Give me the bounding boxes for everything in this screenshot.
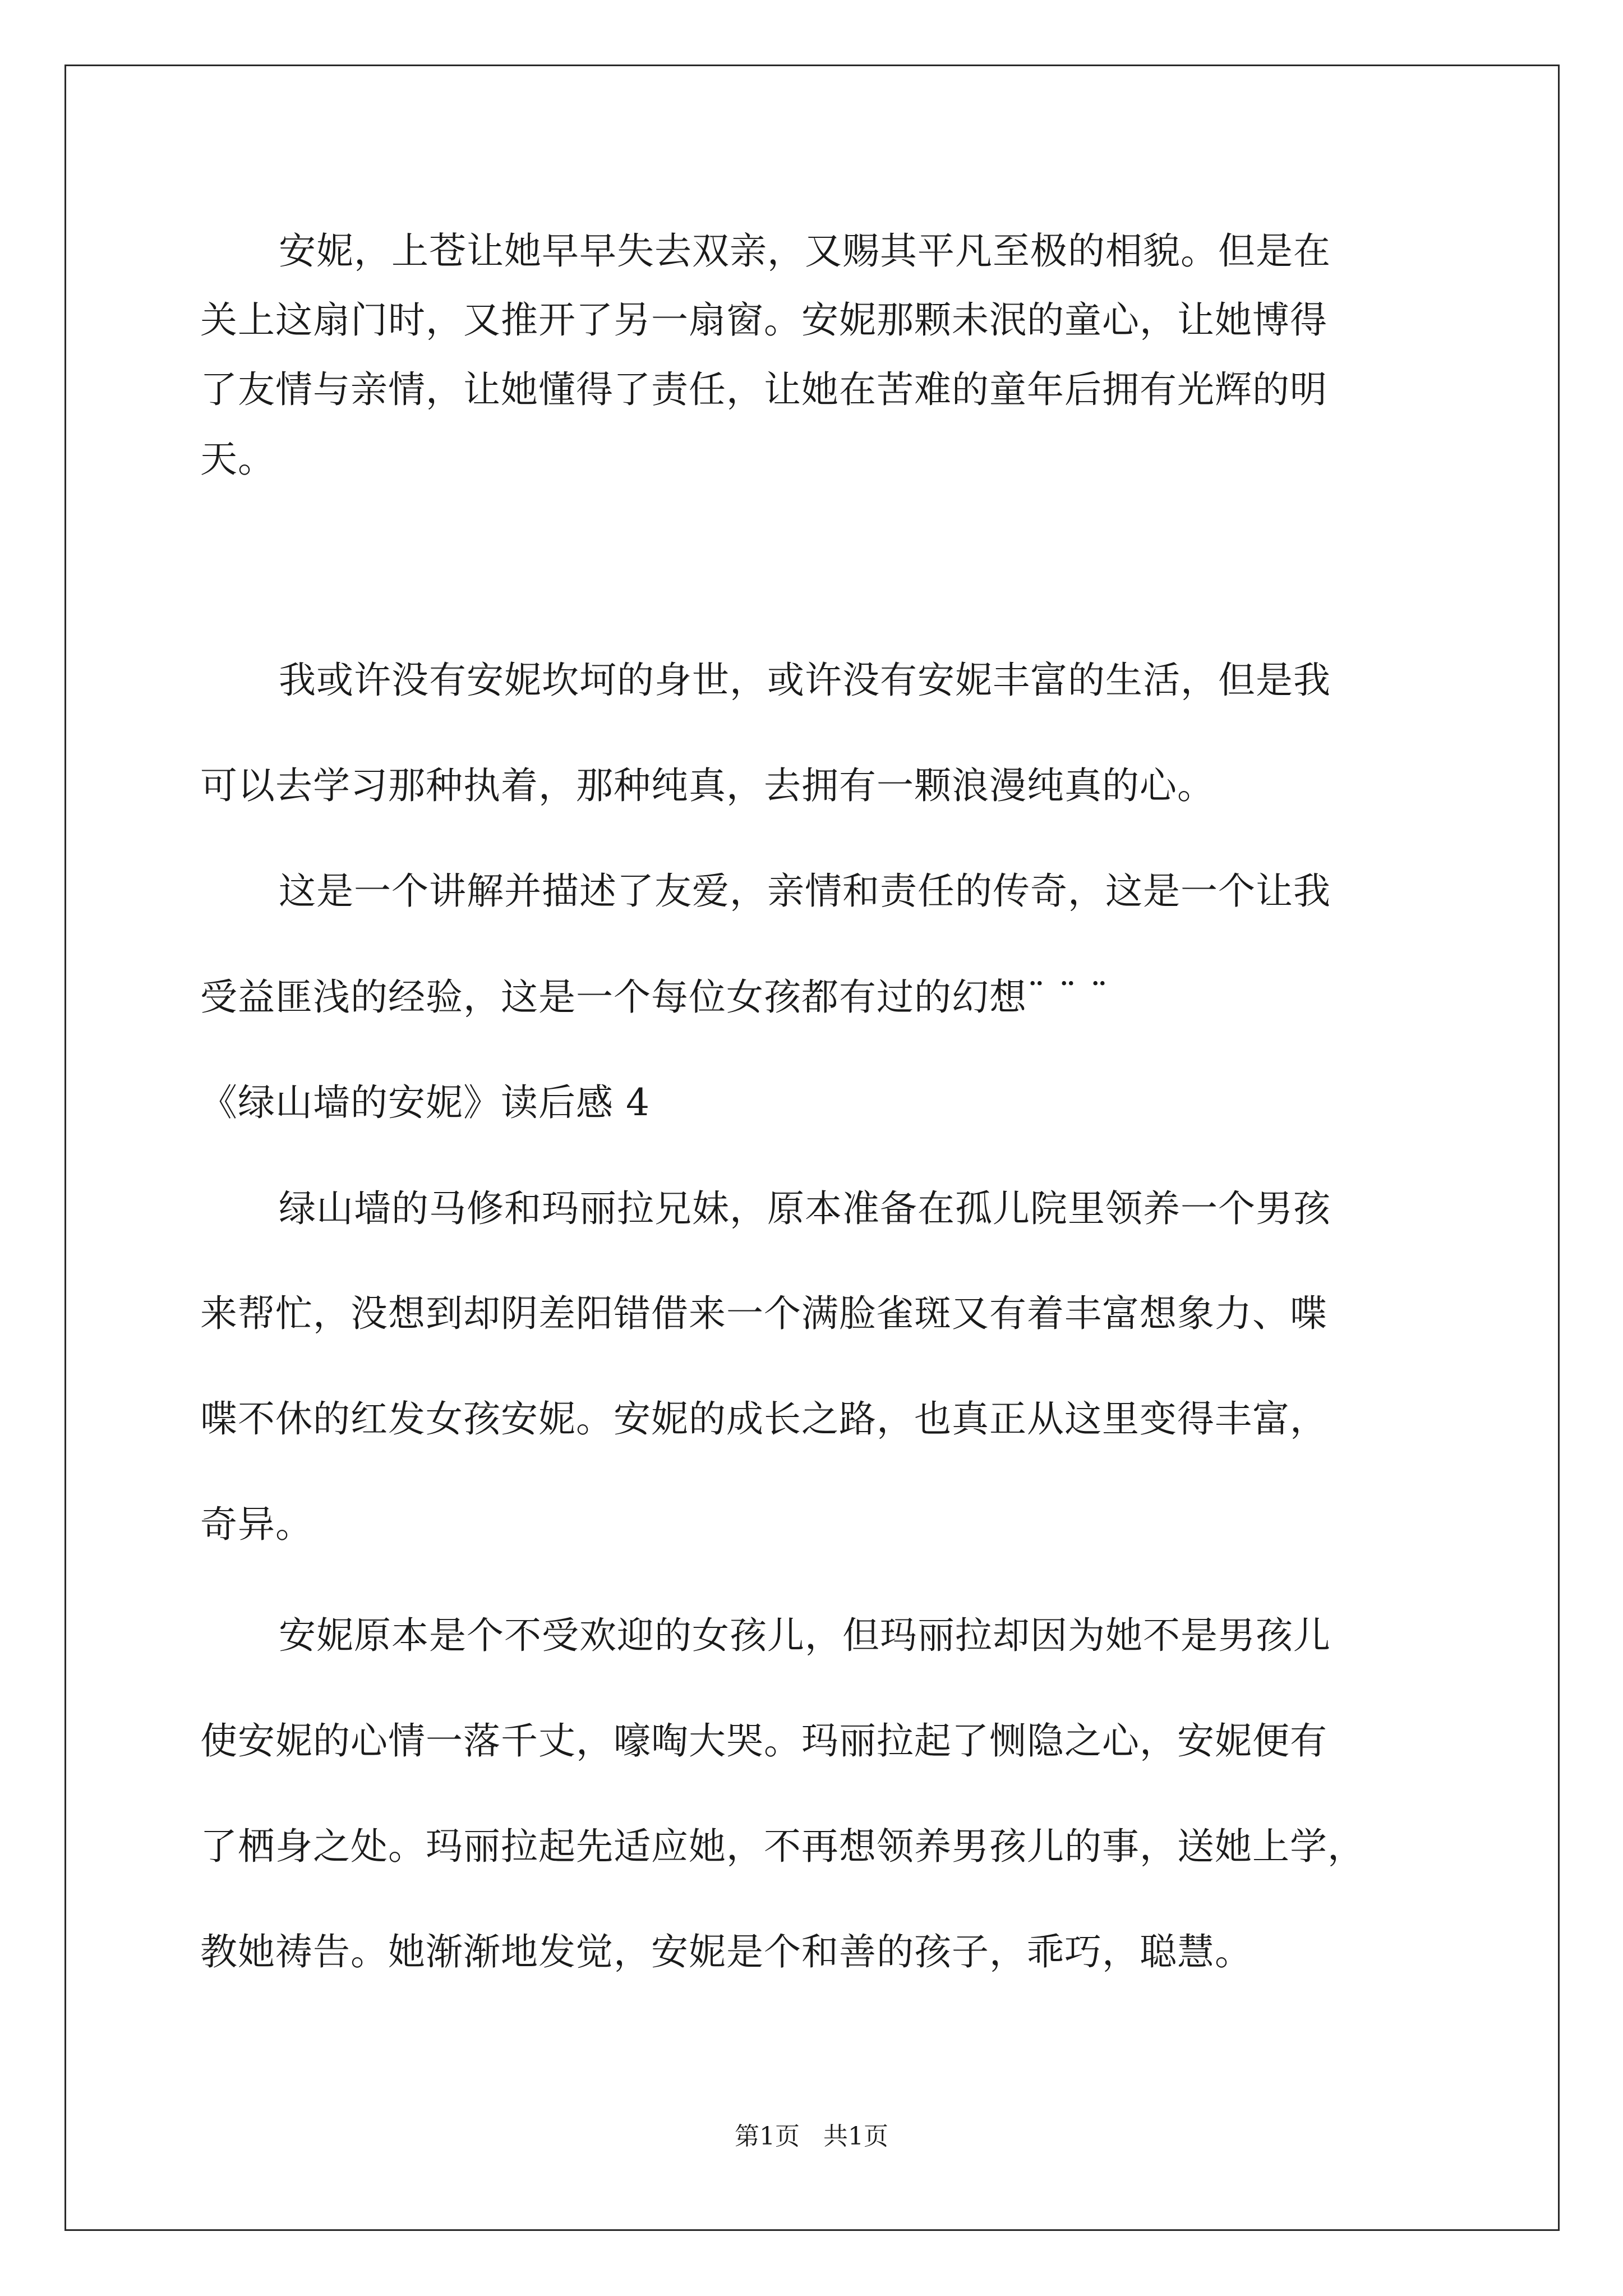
paragraph-5-line-1: 安妮原本是个不受欢迎的女孩儿，但玛丽拉却因为她不是男孩儿 <box>279 1614 1331 1657</box>
section-heading: 《绿山墙的安妮》读后感 4 <box>200 1081 650 1124</box>
paragraph-3-line-2: 受益匪浅的经验，这是一个每位女孩都有过的幻想¨ ¨ ¨ <box>200 976 1109 1019</box>
paragraph-1-line-4: 天。 <box>200 438 275 481</box>
paragraph-2-line-1: 我或许没有安妮坎坷的身世，或许没有安妮丰富的生活，但是我 <box>279 659 1331 702</box>
paragraph-1-line-1: 安妮，上苍让她早早失去双亲，又赐其平凡至极的相貌。但是在 <box>279 229 1331 273</box>
paragraph-1-line-3: 了友情与亲情，让她懂得了责任，让她在苦难的童年后拥有光辉的明 <box>200 368 1327 411</box>
paragraph-5-line-2: 使安妮的心情一落千丈，嚎啕大哭。玛丽拉起了恻隐之心，安妮便有 <box>200 1719 1327 1763</box>
paragraph-5-line-4: 教她祷告。她渐渐地发觉，安妮是个和善的孩子，乖巧，聪慧。 <box>200 1930 1252 1973</box>
paragraph-1-line-2: 关上这扇门时，又推开了另一扇窗。安妮那颗未泯的童心，让她博得 <box>200 298 1327 342</box>
paragraph-4-line-1: 绿山墙的马修和玛丽拉兄妹，原本准备在孤儿院里领养一个男孩 <box>279 1187 1331 1230</box>
paragraph-4-line-4: 奇异。 <box>200 1503 313 1546</box>
paragraph-2-line-2: 可以去学习那种执着，那种纯真，去拥有一颗浪漫纯真的心。 <box>200 764 1215 807</box>
paragraph-4-line-3: 喋不休的红发女孩安妮。安妮的成长之路，也真正从这里变得丰富， <box>200 1397 1327 1441</box>
paragraph-5-line-3: 了栖身之处。玛丽拉起先适应她，不再想领养男孩儿的事，送她上学， <box>200 1825 1365 1868</box>
page-footer: 第1页 共1页 <box>735 2122 888 2151</box>
paragraph-3-line-1: 这是一个讲解并描述了友爱，亲情和责任的传奇，这是一个让我 <box>279 869 1331 913</box>
paragraph-4-line-2: 来帮忙，没想到却阴差阳错借来一个满脸雀斑又有着丰富想象力、喋 <box>200 1292 1327 1335</box>
